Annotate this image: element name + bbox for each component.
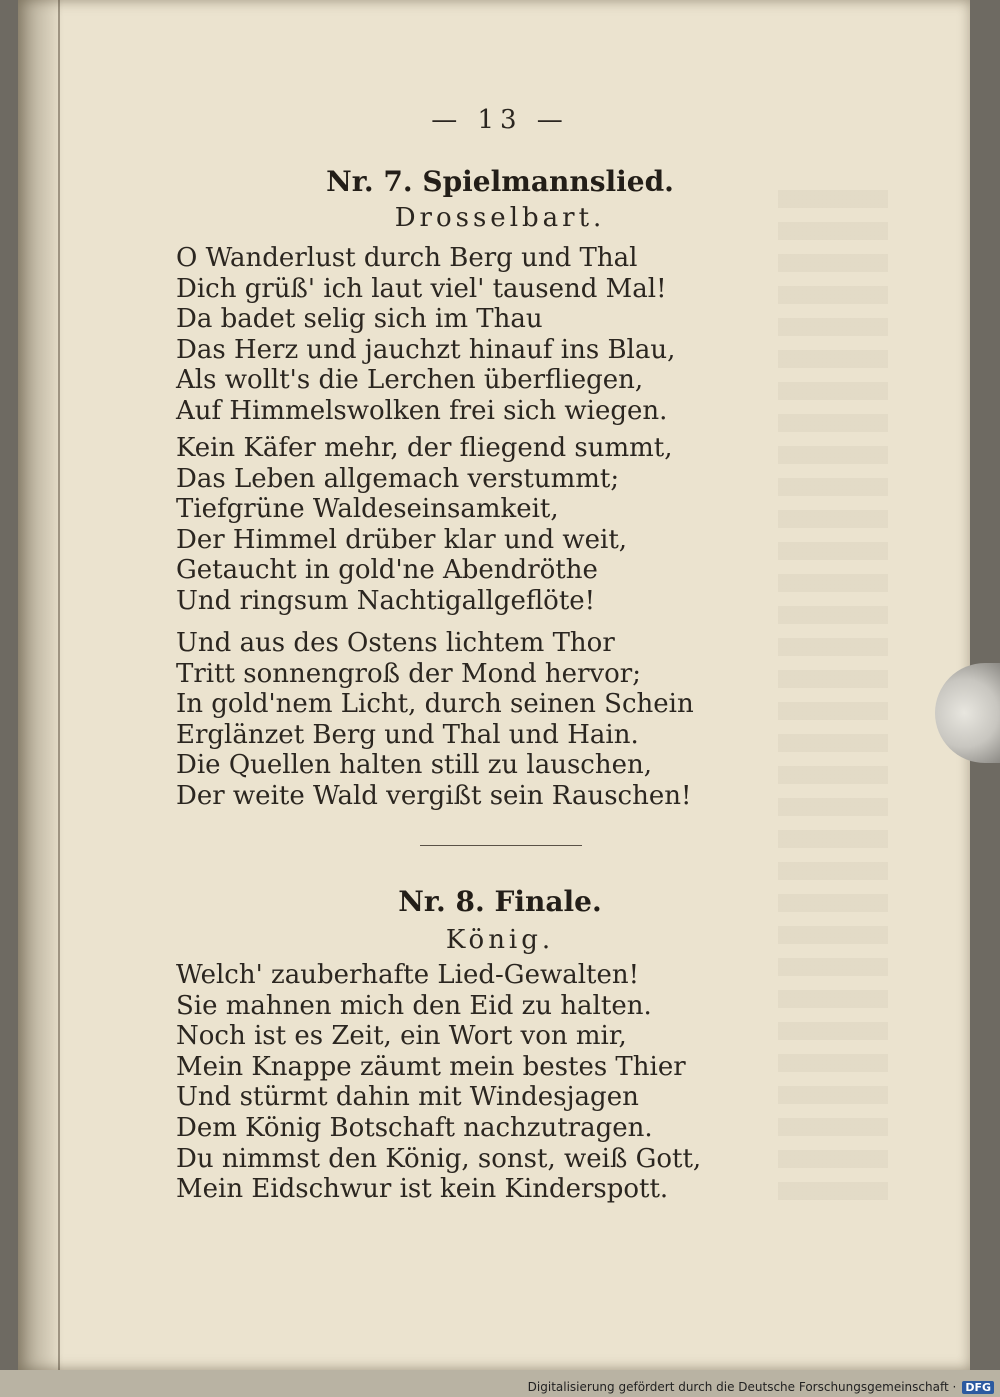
digitization-credit	[528, 1377, 1000, 1397]
verse-line: Und aus des Ostens lichtem Thor	[176, 628, 615, 658]
verse-line: Kein Käfer mehr, der fliegend summt,	[176, 433, 673, 463]
credit-text: Digitalisierung gefördert durch die Deutsche Forschungsgemeinschaft ·	[527, 1380, 957, 1394]
speaker-name: Drosselbart.	[394, 203, 606, 233]
verse-line: Da badet selig sich im Thau	[176, 304, 543, 335]
stanza	[176, 628, 776, 812]
verse-line: Tritt sonnengroß der Mond hervor;	[176, 658, 641, 689]
verse-line: Sie mahnen mich den Eid zu halten.	[176, 990, 652, 1021]
verse-line: Der Himmel drüber klar und weit,	[176, 524, 628, 555]
verse-line: In gold'nem Licht, durch seinen Schein	[176, 689, 694, 720]
verse-line: Mein Eidschwur ist kein Kinderspott.	[176, 1174, 669, 1205]
verse-line: Dich grüß' ich laut viel' tausend Mal!	[176, 273, 667, 304]
verse-line: Die Quellen halten still zu lauschen,	[176, 750, 653, 781]
verse-line: O Wanderlust durch Berg und Thal	[176, 243, 638, 273]
verse-line: Und ringsum Nachtigallgeflöte!	[176, 585, 596, 616]
verse-line: Das Leben allgemach verstummt;	[176, 463, 620, 494]
stanza	[176, 960, 776, 1205]
verse-line: Noch ist es Zeit, ein Wort von mir,	[176, 1021, 627, 1052]
song-heading: Nr. 8. Finale.	[398, 885, 602, 918]
verse-line: Welch' zauberhafte Lied-Gewalten!	[176, 960, 640, 990]
song-heading: Nr. 7. Spielmannslied.	[326, 165, 674, 198]
speaker-name: König.	[445, 925, 555, 955]
verse-line: Du nimmst den König, sonst, weiß Gott,	[176, 1143, 702, 1174]
verse-line: Getaucht in gold'ne Abendröthe	[176, 555, 598, 586]
verse-line: Erglänzet Berg und Thal und Hain.	[176, 719, 639, 750]
verse-line: Auf Himmelswolken frei sich wiegen.	[176, 395, 668, 426]
verse-line: Dem König Botschaft nachzutragen.	[176, 1112, 653, 1143]
verse-line: Und stürmt dahin mit Windesjagen	[176, 1082, 639, 1113]
stanza	[176, 433, 776, 617]
verse-line: Tiefgrüne Waldeseinsamkeit,	[176, 494, 559, 525]
verse-line: Mein Knappe zäumt mein bestes Thier	[176, 1051, 686, 1082]
verse-line: Der weite Wald vergißt sein Rauschen!	[176, 780, 692, 811]
verse-line: Als wollt's die Lerchen überfliegen,	[176, 365, 644, 396]
dfg-logo: DFG	[962, 1381, 994, 1394]
verse-line: Das Herz und jauchzt hinauf ins Blau,	[176, 334, 676, 365]
section-divider	[420, 845, 582, 846]
stanza	[176, 243, 776, 427]
page-number: — 13 —	[431, 105, 569, 135]
show-through-text	[778, 190, 888, 1210]
